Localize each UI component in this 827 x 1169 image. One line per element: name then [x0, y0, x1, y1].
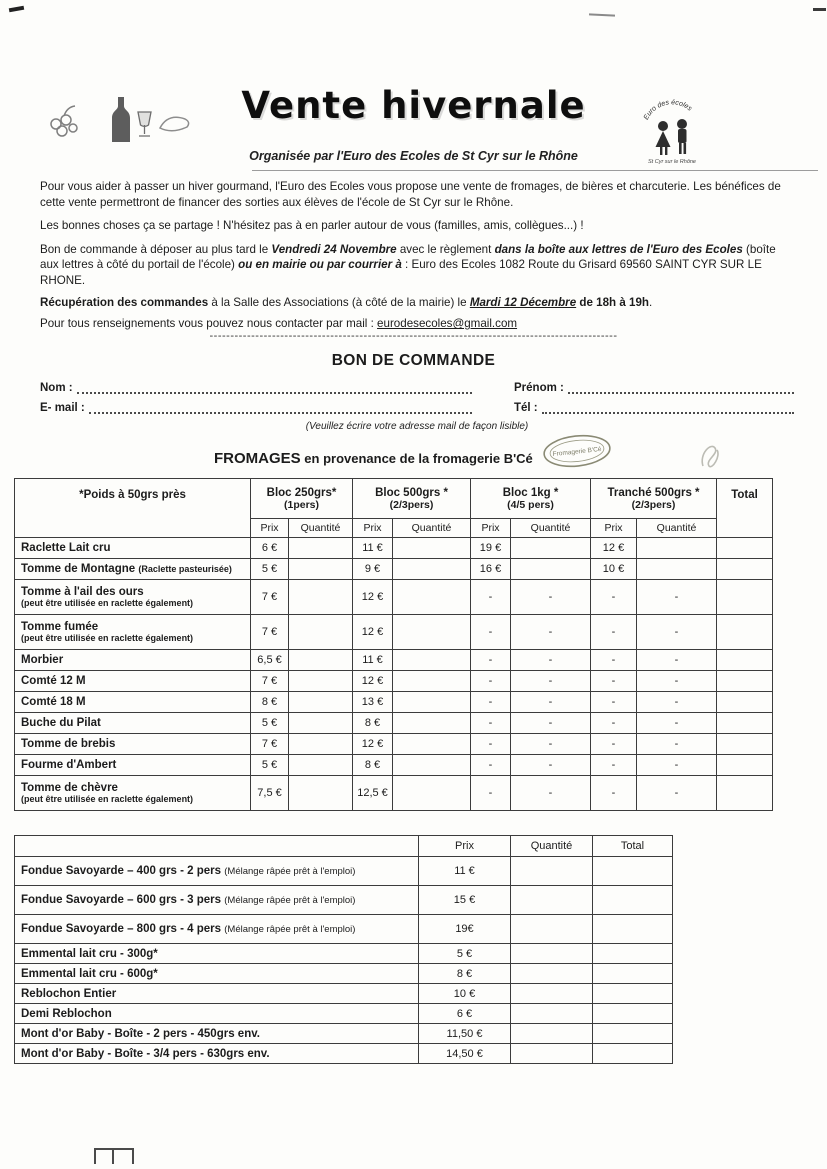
total-cell [593, 1044, 673, 1064]
price-cell: 8 € [353, 713, 393, 734]
nom-fill-line [77, 381, 472, 394]
paragraph-presentation: Pour vous aider à passer un hiver gourmand, l'Euro des Ecoles vous propose une vente de fromages, de bières et charcuterie. Les bénéfices de cette vente permettront de financer des sorties aux élèves de l'école de St Cyr sur le Rhône. [40, 180, 781, 209]
table-row [15, 559, 773, 580]
quantity-cell [289, 755, 353, 776]
total-cell [593, 944, 673, 964]
quantity-cell: - [511, 692, 591, 713]
quantity-cell [511, 944, 593, 964]
quantity-cell [511, 915, 593, 944]
quantite-header: Quantité [393, 519, 471, 538]
price-cell: 12 € [591, 538, 637, 559]
total-cell [593, 1024, 673, 1044]
scan-artifact [589, 13, 615, 16]
quantity-cell: - [511, 755, 591, 776]
price-cell: - [591, 776, 637, 811]
price-cell: 7 € [251, 615, 289, 650]
quantity-cell: - [637, 580, 717, 615]
prenom-field [514, 381, 794, 394]
price-cell: - [471, 580, 511, 615]
table-row [15, 755, 773, 776]
cheese-table [14, 478, 773, 811]
prenom-fill-line [568, 381, 794, 394]
total-header: Total [593, 836, 673, 857]
total-cell [717, 580, 773, 615]
total-cell [717, 755, 773, 776]
table-row [15, 984, 673, 1004]
price-cell: 5 € [251, 755, 289, 776]
header-divider [252, 170, 818, 171]
bloc500-header: Bloc 500grs * (2/3pers) [353, 479, 471, 519]
price-cell: 11,50 € [419, 1024, 511, 1044]
quantity-cell: - [511, 776, 591, 811]
paragraph-share: Les bonnes choses ça se partage ! N'hésitez pas à en parler autour de vous (familles, amis, collègues...) ! [40, 219, 584, 233]
price-cell: - [471, 671, 511, 692]
quantity-cell [393, 671, 471, 692]
table-row [15, 886, 673, 915]
quantity-cell [393, 713, 471, 734]
total-cell [593, 1004, 673, 1024]
quantity-cell: - [637, 755, 717, 776]
quantity-cell: - [511, 615, 591, 650]
price-cell: 12 € [353, 615, 393, 650]
quantity-cell [511, 857, 593, 886]
price-cell: 11 € [419, 857, 511, 886]
price-cell: 6 € [419, 1004, 511, 1024]
price-cell: - [471, 755, 511, 776]
quantity-cell [511, 1024, 593, 1044]
quantity-cell: - [637, 615, 717, 650]
price-cell: 7 € [251, 734, 289, 755]
stamp-text: Fromagerie B'Cé [552, 445, 602, 459]
quantity-cell [511, 964, 593, 984]
product-cell: Tomme de chèvre (peut être utilisée en raclette également) [15, 776, 251, 811]
table-row [15, 915, 673, 944]
price-cell: 10 € [419, 984, 511, 1004]
quantite-header: Quantité [511, 836, 593, 857]
price-cell: 13 € [353, 692, 393, 713]
total-cell [717, 538, 773, 559]
tel-label: Tél : [514, 402, 538, 414]
price-cell: 7 € [251, 580, 289, 615]
header-row [15, 479, 773, 519]
quantity-cell: - [511, 671, 591, 692]
quantity-cell [393, 650, 471, 671]
total-cell [717, 692, 773, 713]
order-form-fields [40, 381, 794, 432]
price-cell: - [591, 713, 637, 734]
price-cell: 12 € [353, 671, 393, 692]
price-cell: 16 € [471, 559, 511, 580]
total-cell [717, 650, 773, 671]
form-note: (Veuillez écrire votre adresse mail de façon lisible) [305, 421, 529, 432]
price-cell: 14,50 € [419, 1044, 511, 1064]
page-subtitle: Organisée par l'Euro des Ecoles de St Cyr sur le Rhône [249, 149, 578, 163]
paragraph-pickup: Récupération des commandes à la Salle des Associations (à côté de la mairie) le Mardi 12 Décembre de 18h à 19h. [40, 295, 653, 309]
contact-row [40, 401, 794, 414]
dashed-separator: -------------------------------------------------------------------------------------------------- [209, 330, 618, 342]
price-cell: - [471, 692, 511, 713]
quantite-header: Quantité [511, 519, 591, 538]
table-row [15, 1004, 673, 1024]
price-cell: 5 € [251, 713, 289, 734]
quantity-cell [289, 734, 353, 755]
product-cell: Tomme fumée (peut être utilisée en raclette également) [15, 615, 251, 650]
quantity-cell: - [511, 713, 591, 734]
table-row [15, 1044, 673, 1064]
product-cell: Reblochon Entier [15, 984, 419, 1004]
price-cell: - [471, 615, 511, 650]
logo-sub-text: St Cyr sur le Rhône [648, 159, 696, 165]
quantity-cell [393, 734, 471, 755]
fondue-table [14, 835, 673, 1064]
name-row [40, 381, 794, 394]
quantite-header: Quantité [637, 519, 717, 538]
product-cell: Demi Reblochon [15, 1004, 419, 1024]
price-cell: - [591, 671, 637, 692]
total-cell [717, 713, 773, 734]
price-cell: 15 € [419, 886, 511, 915]
quantity-cell [289, 692, 353, 713]
quantity-cell [511, 1044, 593, 1064]
quantity-cell [511, 886, 593, 915]
quantity-cell [289, 559, 353, 580]
paragraph-contact: Pour tous renseignements vous pouvez nous contacter par mail : eurodesecoles@gmail.com [40, 317, 518, 331]
price-cell: 11 € [353, 650, 393, 671]
total-cell [593, 984, 673, 1004]
prix-header: Prix [591, 519, 637, 538]
quantity-cell: - [637, 650, 717, 671]
page-title: Vente hivernale [241, 84, 586, 127]
quantity-cell: - [511, 580, 591, 615]
header-row [15, 836, 673, 857]
prenom-label: Prénom : [514, 382, 564, 394]
next-table-fragment [94, 1148, 134, 1164]
total-cell [717, 776, 773, 811]
price-cell: - [591, 755, 637, 776]
table-row [15, 944, 673, 964]
total-cell [717, 615, 773, 650]
total-header: Total [717, 479, 773, 538]
product-cell: Tomme de Montagne (Raclette pasteurisée) [15, 559, 251, 580]
product-cell: Fondue Savoyarde – 600 grs - 3 pers (Mélange râpée prêt à l'emploi) [15, 886, 419, 915]
nom-field [40, 381, 472, 394]
price-cell: - [591, 615, 637, 650]
nom-label: Nom : [40, 382, 73, 394]
table-row [15, 671, 773, 692]
bloc250-header: Bloc 250grs* (1pers) [251, 479, 353, 519]
price-cell: 19 € [471, 538, 511, 559]
empty-header [15, 836, 419, 857]
product-cell: Mont d'or Baby - Boîte - 2 pers - 450grs env. [15, 1024, 419, 1044]
quantity-cell [637, 559, 717, 580]
prix-header: Prix [471, 519, 511, 538]
quantity-cell: - [637, 713, 717, 734]
pencil-scribble [697, 436, 727, 481]
bloc1kg-header: Bloc 1kg * (4/5 pers) [471, 479, 591, 519]
intro-text [40, 179, 792, 340]
table-row [15, 713, 773, 734]
price-cell: 8 € [251, 692, 289, 713]
price-cell: 5 € [419, 944, 511, 964]
total-cell [593, 915, 673, 944]
price-cell: 9 € [353, 559, 393, 580]
table-row [15, 580, 773, 615]
total-cell [717, 734, 773, 755]
product-cell: Tomme de brebis [15, 734, 251, 755]
tel-field [514, 401, 794, 414]
product-cell: Raclette Lait cru [15, 538, 251, 559]
table-row [15, 964, 673, 984]
total-cell [593, 964, 673, 984]
quantity-cell [289, 713, 353, 734]
prix-header: Prix [251, 519, 289, 538]
quantity-cell [289, 538, 353, 559]
quantity-cell [289, 776, 353, 811]
quantite-header: Quantité [289, 519, 353, 538]
email-label: E- mail : [40, 402, 85, 414]
price-cell: - [591, 580, 637, 615]
price-cell: - [591, 692, 637, 713]
quantity-cell [289, 650, 353, 671]
quantity-cell: - [511, 734, 591, 755]
product-cell: Mont d'or Baby - Boîte - 3/4 pers - 630grs env. [15, 1044, 419, 1064]
total-cell [593, 886, 673, 915]
table-row [15, 692, 773, 713]
table-row [15, 1024, 673, 1044]
price-cell: 19€ [419, 915, 511, 944]
quantity-cell [393, 692, 471, 713]
table-row [15, 857, 673, 886]
order-form-heading: BON DE COMMANDE [331, 352, 496, 369]
quantity-cell [289, 671, 353, 692]
price-cell: 12 € [353, 734, 393, 755]
quantity-cell [637, 538, 717, 559]
quantity-cell: - [637, 734, 717, 755]
price-cell: 8 € [419, 964, 511, 984]
quantity-cell [289, 615, 353, 650]
total-cell [717, 671, 773, 692]
contact-email: eurodesecoles@gmail.com [377, 317, 518, 331]
product-cell: Comté 18 M [15, 692, 251, 713]
quantity-cell: - [511, 650, 591, 671]
quantity-cell [393, 538, 471, 559]
email-fill-line [89, 401, 472, 414]
table-row [15, 615, 773, 650]
price-cell: 6 € [251, 538, 289, 559]
quantity-cell [511, 559, 591, 580]
svg-text:Euro des écoles [643, 99, 693, 121]
price-cell: 5 € [251, 559, 289, 580]
quantity-cell [393, 615, 471, 650]
logo-arc-text: Euro des écoles [642, 99, 693, 122]
quantity-cell [511, 1004, 593, 1024]
price-cell: 7 € [251, 671, 289, 692]
product-cell: Buche du Pilat [15, 713, 251, 734]
price-cell: - [471, 713, 511, 734]
prix-header: Prix [419, 836, 511, 857]
price-cell: - [471, 776, 511, 811]
price-cell: - [471, 650, 511, 671]
price-cell: 12 € [353, 580, 393, 615]
price-cell: 11 € [353, 538, 393, 559]
tranche500-header: Tranché 500grs * (2/3pers) [591, 479, 717, 519]
product-cell: Tomme à l'ail des ours (peut être utilisée en raclette également) [15, 580, 251, 615]
price-cell: - [471, 734, 511, 755]
product-cell: Fondue Savoyarde – 400 grs - 2 pers (Mélange râpée prêt à l'emploi) [15, 857, 419, 886]
quantity-cell [393, 580, 471, 615]
price-cell: 7,5 € [251, 776, 289, 811]
product-cell: Emmental lait cru - 300g* [15, 944, 419, 964]
product-cell: Emmental lait cru - 600g* [15, 964, 419, 984]
price-cell: 8 € [353, 755, 393, 776]
scan-artifact [9, 6, 24, 13]
tel-fill-line [542, 401, 794, 414]
price-cell: 6,5 € [251, 650, 289, 671]
email-field [40, 401, 472, 414]
price-cell: - [591, 650, 637, 671]
quantity-cell [393, 755, 471, 776]
table-row [15, 734, 773, 755]
prix-header: Prix [353, 519, 393, 538]
table-row [15, 650, 773, 671]
fromagerie-stamp [542, 434, 612, 473]
product-cell: Fondue Savoyarde – 800 grs - 4 pers (Mélange râpée prêt à l'emploi) [15, 915, 419, 944]
total-cell [717, 559, 773, 580]
scan-artifact [813, 8, 826, 11]
price-cell: - [591, 734, 637, 755]
quantity-cell [511, 538, 591, 559]
quantity-cell: - [637, 692, 717, 713]
total-cell [593, 857, 673, 886]
table-row [15, 776, 773, 811]
cheese-section-heading: FROMAGES en provenance de la fromagerie B'Cé [214, 450, 533, 467]
quantity-cell [511, 984, 593, 1004]
product-cell: Morbier [15, 650, 251, 671]
quantity-cell: - [637, 776, 717, 811]
product-cell: Fourme d'Ambert [15, 755, 251, 776]
table-row [15, 538, 773, 559]
quantity-cell [393, 776, 471, 811]
quantity-cell: - [637, 671, 717, 692]
product-cell: Comté 12 M [15, 671, 251, 692]
weights-header: *Poids à 50grs près [15, 479, 251, 538]
paragraph-deposit: Bon de commande à déposer au plus tard le Vendredi 24 Novembre avec le règlement dans la boîte aux lettres de l'Euro des Ecoles (boîte aux lettres à côté du portail de l'école) ou en mairie ou par courrier à : Euro des Ecoles 1082 Route du Grisard 69560 SAINT CYR SUR LE RHONE. [40, 242, 776, 287]
price-cell: 10 € [591, 559, 637, 580]
quantity-cell [289, 580, 353, 615]
quantity-cell [393, 559, 471, 580]
price-cell: 12,5 € [353, 776, 393, 811]
